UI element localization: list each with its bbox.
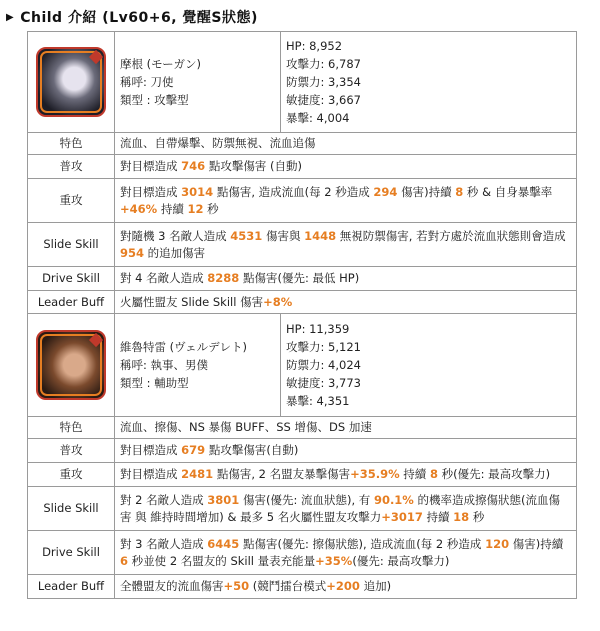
description-text: 點攻擊傷害(自動) bbox=[205, 443, 299, 457]
description-text: 對 2 名敵人造成 bbox=[120, 492, 208, 507]
highlight-value: +35.9% bbox=[350, 467, 400, 481]
description-text: 流血、自帶爆擊、防禦無視、流血追傷 bbox=[120, 136, 316, 150]
description-text: 的機率造成擦傷狀態(流血傷害 與 維持時間增加) & 最多 5 名火屬性盟友攻擊力 bbox=[120, 492, 560, 524]
description-text: 對目標造成 bbox=[120, 467, 182, 481]
skill-row bbox=[28, 531, 577, 575]
description-text: 秒並使 2 名盟友的 Skill 量表充能量 bbox=[128, 553, 316, 568]
description-text: 傷害)持續 bbox=[397, 184, 456, 199]
skill-description bbox=[115, 179, 577, 223]
skill-description bbox=[115, 531, 577, 575]
highlight-value: 18 bbox=[453, 509, 470, 524]
character-nickname: 稱呼: 執事、男僕 bbox=[120, 358, 209, 372]
skill-description bbox=[115, 463, 577, 487]
skill-label: 重攻 bbox=[28, 179, 115, 223]
skill-description bbox=[115, 417, 577, 439]
skill-description bbox=[115, 487, 577, 531]
skill-row bbox=[28, 417, 577, 439]
skill-row bbox=[28, 155, 577, 179]
highlight-value: 8288 bbox=[207, 271, 240, 285]
highlight-value: 746 bbox=[181, 159, 206, 173]
description-text: 點攻擊傷害 (自動) bbox=[205, 159, 302, 173]
highlight-value: 12 bbox=[187, 201, 204, 216]
description-text: 秒 bbox=[203, 201, 219, 216]
stats-cell bbox=[281, 314, 577, 417]
character-nickname: 稱呼: 刀使 bbox=[120, 75, 174, 89]
description-text: 對隨機 3 名敵人造成 bbox=[120, 228, 231, 243]
description-text: 傷害)持續 bbox=[509, 536, 564, 551]
description-text: 無視防禦傷害, 若對方處於流血狀態則會造成 bbox=[336, 228, 566, 243]
stat-line: HP: 8,952 bbox=[286, 39, 343, 53]
skill-label: Leader Buff bbox=[28, 291, 115, 314]
highlight-value: 954 bbox=[120, 245, 145, 260]
highlight-value: +200 bbox=[326, 579, 360, 593]
name-cell bbox=[115, 32, 281, 133]
highlight-value: 6 bbox=[120, 553, 129, 568]
skill-row bbox=[28, 267, 577, 291]
description-text: 對目標造成 bbox=[120, 184, 182, 199]
skill-description bbox=[115, 291, 577, 314]
skill-row bbox=[28, 133, 577, 155]
avatar-cell bbox=[28, 314, 115, 417]
highlight-value: +3017 bbox=[381, 509, 423, 524]
stat-line: 暴擊: 4,004 bbox=[286, 111, 350, 125]
highlight-value: +8% bbox=[263, 294, 293, 309]
skill-description bbox=[115, 575, 577, 599]
highlight-value: 6445 bbox=[207, 536, 240, 551]
skill-row bbox=[28, 575, 577, 599]
highlight-value: 8 bbox=[429, 467, 438, 481]
description-text: 點傷害(優先: 最低 HP) bbox=[239, 271, 360, 285]
character-name: 摩根 (モーガン) bbox=[120, 57, 201, 71]
stat-line: 防禦力: 3,354 bbox=[286, 75, 361, 89]
skill-description bbox=[115, 133, 577, 155]
highlight-value: 120 bbox=[485, 536, 510, 551]
skill-label: Drive Skill bbox=[28, 531, 115, 575]
skill-label: 普攻 bbox=[28, 155, 115, 179]
skill-row bbox=[28, 463, 577, 487]
highlight-value: 1448 bbox=[304, 228, 337, 243]
stat-line: 攻擊力: 6,787 bbox=[286, 57, 361, 71]
description-text: 秒(優先: 最高攻擊力) bbox=[437, 467, 551, 481]
avatar bbox=[36, 330, 106, 400]
description-text: 對目標造成 bbox=[120, 443, 182, 457]
description-text: 流血、擦傷、NS 暴傷 BUFF、SS 增傷、DS 加速 bbox=[120, 420, 372, 434]
description-text: 傷害(優先: 流血狀態), 有 bbox=[239, 492, 374, 507]
description-text: 的追加傷害 bbox=[144, 245, 206, 260]
highlight-value: 3014 bbox=[181, 184, 214, 199]
description-text: 對 4 名敵人造成 bbox=[120, 271, 208, 285]
stats-cell bbox=[281, 32, 577, 133]
description-text: 全體盟友的流血傷害 bbox=[120, 579, 224, 593]
skill-row bbox=[28, 179, 577, 223]
skill-description bbox=[115, 155, 577, 179]
skill-row bbox=[28, 487, 577, 531]
name-cell bbox=[115, 314, 281, 417]
highlight-value: +35% bbox=[315, 553, 353, 568]
description-text: 對 3 名敵人造成 bbox=[120, 536, 208, 551]
description-text: 火屬性盟友 Slide Skill 傷害 bbox=[120, 294, 264, 309]
triangle-bullet-icon: ▶ bbox=[6, 11, 15, 23]
character-type: 類型 : 攻擊型 bbox=[120, 93, 189, 107]
stat-line: 敏捷度: 3,773 bbox=[286, 376, 361, 390]
description-text: (優先: 最高攻擊力) bbox=[352, 553, 450, 568]
skill-description bbox=[115, 267, 577, 291]
description-text: 持續 bbox=[422, 509, 454, 524]
description-text: (競鬥擂台模式 bbox=[249, 579, 327, 593]
skill-label: Slide Skill bbox=[28, 487, 115, 531]
character-type: 類型 : 輔助型 bbox=[120, 376, 189, 390]
description-text: 對目標造成 bbox=[120, 159, 182, 173]
skill-label: 特色 bbox=[28, 417, 115, 439]
avatar-cell bbox=[28, 32, 115, 133]
highlight-value: 90.1% bbox=[373, 492, 414, 507]
description-text: 點傷害, 2 名盟友暴擊傷害 bbox=[213, 467, 351, 481]
page-title bbox=[6, 6, 258, 28]
highlight-value: 8 bbox=[455, 184, 464, 199]
profile-row bbox=[28, 314, 577, 417]
skill-row bbox=[28, 223, 577, 267]
skill-label: Drive Skill bbox=[28, 267, 115, 291]
page-title-text: Child 介紹 (Lv60+6, 覺醒S狀態) bbox=[20, 10, 258, 26]
description-text: 追加) bbox=[359, 579, 392, 593]
skill-label: 重攻 bbox=[28, 463, 115, 487]
skill-description bbox=[115, 439, 577, 463]
description-text: 秒 & 自身暴擊率 bbox=[463, 184, 553, 199]
description-text: 持續 bbox=[157, 201, 188, 216]
highlight-value: 679 bbox=[181, 443, 206, 457]
skill-row bbox=[28, 291, 577, 314]
stat-line: 防禦力: 4,024 bbox=[286, 358, 361, 372]
highlight-value: 294 bbox=[373, 184, 398, 199]
description-text: 持續 bbox=[399, 467, 430, 481]
stat-line: 暴擊: 4,351 bbox=[286, 394, 350, 408]
character-name: 維魯特雷 (ヴェルデレト) bbox=[120, 340, 247, 354]
description-text: 秒 bbox=[469, 509, 485, 524]
skill-label: 特色 bbox=[28, 133, 115, 155]
stat-line: 攻擊力: 5,121 bbox=[286, 340, 361, 354]
skill-label: Slide Skill bbox=[28, 223, 115, 267]
child-info-table bbox=[27, 31, 577, 599]
skill-label: 普攻 bbox=[28, 439, 115, 463]
description-text: 傷害與 bbox=[262, 228, 305, 243]
avatar bbox=[36, 47, 106, 117]
stat-line: HP: 11,359 bbox=[286, 322, 350, 336]
profile-row bbox=[28, 32, 577, 133]
highlight-value: 2481 bbox=[181, 467, 214, 481]
skill-description bbox=[115, 223, 577, 267]
description-text: 點傷害(優先: 擦傷狀態), 造成流血(每 2 秒造成 bbox=[239, 536, 486, 551]
description-text: 點傷害, 造成流血(每 2 秒造成 bbox=[213, 184, 374, 199]
skill-label: Leader Buff bbox=[28, 575, 115, 599]
highlight-value: +50 bbox=[223, 579, 250, 593]
highlight-value: +46% bbox=[120, 201, 158, 216]
highlight-value: 4531 bbox=[230, 228, 263, 243]
highlight-value: 3801 bbox=[207, 492, 240, 507]
stat-line: 敏捷度: 3,667 bbox=[286, 93, 361, 107]
skill-row bbox=[28, 439, 577, 463]
